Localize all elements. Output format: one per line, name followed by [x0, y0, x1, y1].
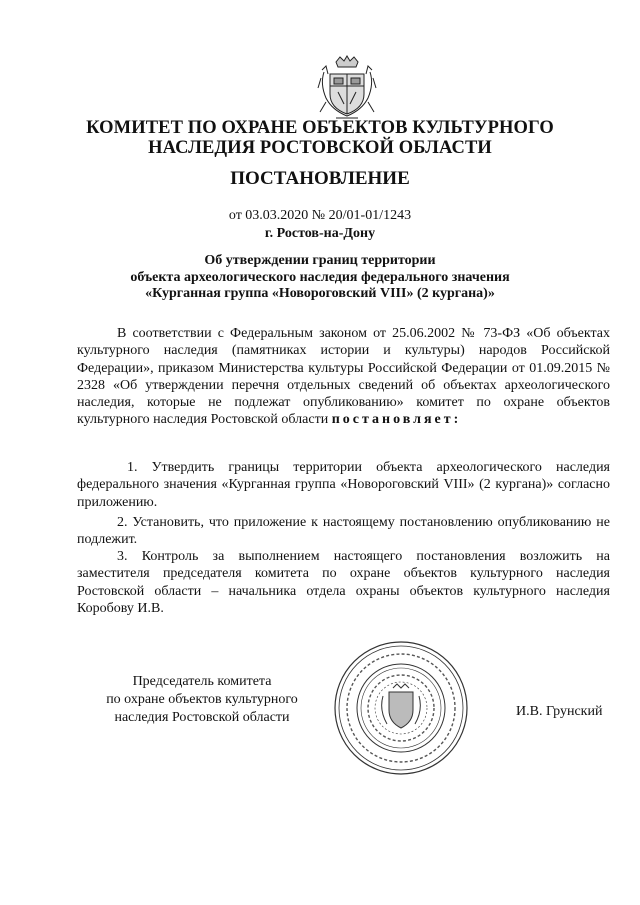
resolves-word: постановляет:: [331, 412, 462, 428]
subject-line-2: объекта археологического наследия федерального значения: [130, 269, 510, 285]
resolution-item-2: 2. Установить, что приложение к настоящему постановлению опубликованию не подлежит.: [77, 515, 610, 548]
org-line-2: НАСЛЕДИЯ РОСТОВСКОЙ ОБЛАСТИ: [148, 138, 492, 158]
coat-of-arms-icon: [316, 54, 378, 124]
date-number: от 03.03.2020 № 20/01-01/1243: [228, 208, 412, 223]
resolution-item-1: 1. Утвердить границы территории объекта археологического наследия федерального значения «Курганная группа «Новороговский VIII» (2 кургана)» согласно приложению.: [77, 460, 610, 510]
resolution-item-3: 3. Контроль за выполнением настоящего постановления возложить на заместителя председателя комитета по охране объектов культурного наследия Ростовской области – начальника отдела охраны объектов культурного наследия Коробову И.В.: [77, 549, 610, 616]
position-line-2: по охране объектов культурного: [106, 692, 298, 707]
document-subject: [40, 253, 600, 303]
signatory-position: [82, 673, 322, 727]
document-type: ПОСТАНОВЛЕНИЕ: [230, 168, 410, 189]
preamble-text: В соответствии с Федеральным законом от 25.06.2002 № 73-ФЗ «Об объектах культурного наследия (памятниках истории и культуры) народов Российской Федерации», приказом Министерства культуры Российской Федерации от 01.09.2015 № 2328 «Об утверждении перечня отдельных сведений об объектах археологического наследия, которые не подлежат опубликованию» комитет по охране объектов культурного наследия Ростовской области: [77, 326, 610, 428]
subject-line-3: «Курганная группа «Новороговский VIII» (2 кургана)»: [145, 286, 495, 301]
position-line-3: наследия Ростовской области: [114, 710, 290, 725]
position-line-1: Председатель комитета: [132, 674, 272, 689]
org-line-1: КОМИТЕТ ПО ОХРАНЕ ОБЪЕКТОВ КУЛЬТУРНОГО: [86, 118, 554, 138]
city: г. Ростов-на-Дону: [264, 226, 376, 241]
preamble-paragraph: [77, 325, 610, 429]
subject-line-1: Об утверждении границ территории: [204, 253, 436, 268]
official-seal-icon: [333, 640, 469, 776]
signatory-name: И.В. Грунский: [516, 704, 603, 719]
organization-name: [40, 118, 600, 158]
